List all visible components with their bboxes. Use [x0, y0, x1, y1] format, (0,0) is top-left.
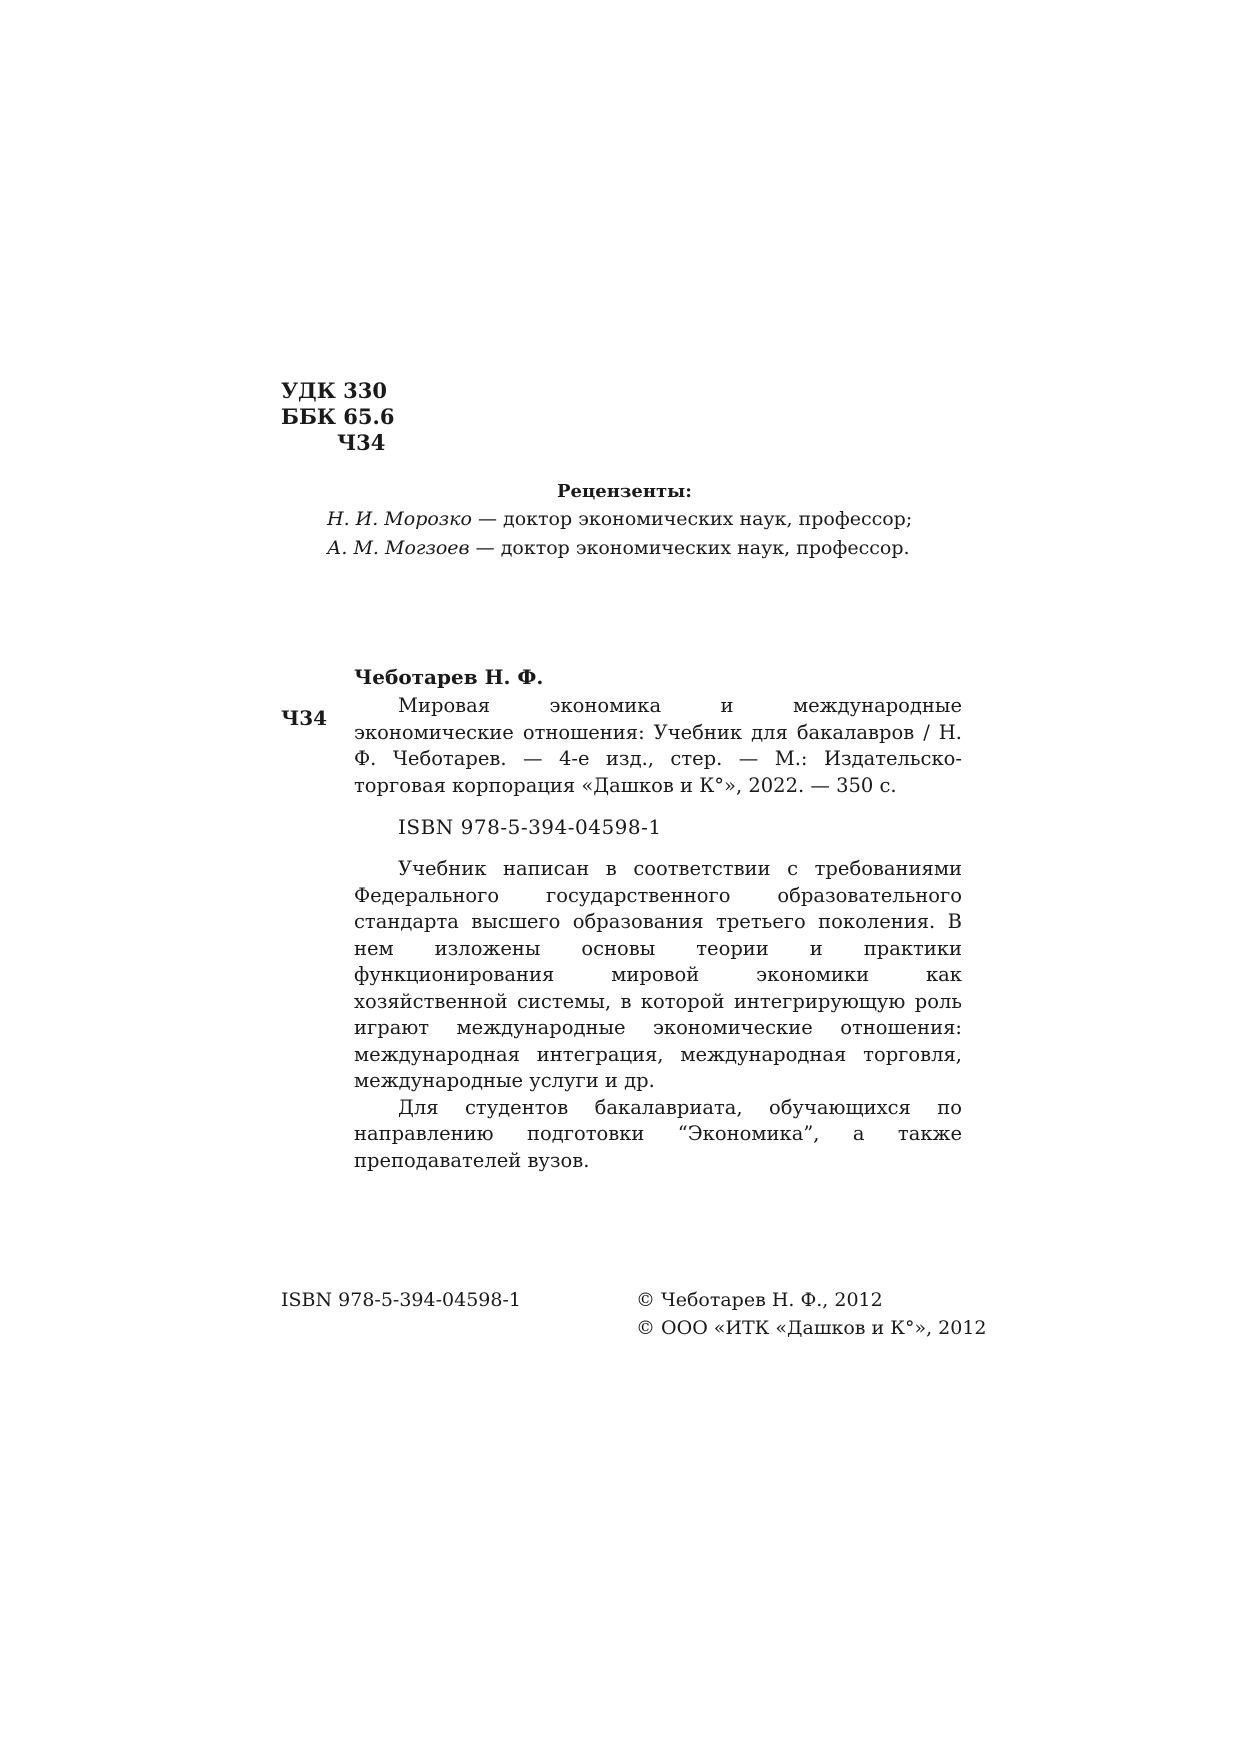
copyright-line: © Чеботарев Н. Ф., 2012: [636, 1289, 883, 1311]
bibliographic-description: [354, 693, 962, 799]
udk-code: УДК 330: [281, 378, 387, 403]
footer-isbn: ISBN 978-5-394-04598-1: [281, 1289, 521, 1311]
annotation-paragraph: Для студентов бакалавриата, обучающихся по направлению подготовки “Экономика”, а также преподавателей вузов.: [354, 1095, 962, 1172]
reviewer-desc: — доктор экономических наук, профессор.: [469, 537, 910, 559]
isbn-entry: ISBN 978-5-394-04598-1: [398, 815, 662, 839]
author-heading: Чеботарев Н. Ф.: [354, 665, 544, 689]
reviewer-desc: — доктор экономических наук, профессор;: [471, 508, 913, 530]
annotation: [354, 856, 962, 1174]
reviewers-title: Рецензенты:: [557, 481, 692, 502]
side-author-mark: Ч34: [281, 706, 328, 730]
reviewer-line: [327, 537, 910, 559]
reviewer-name: А. М. Могзоев: [327, 537, 470, 559]
bbk-code: ББК 65.6: [281, 404, 395, 429]
bibliographic-text: Мировая экономика и международные экономические отношения: Учебник для бакалавров / Н. Ф. Чеботарев. — 4-е изд., стер. — М.: Издательско-торговая корпорация «Дашков и К°», 2022. — 350 с.: [354, 694, 962, 797]
copyright-line: © ООО «ИТК «Дашков и К°», 2012: [636, 1317, 987, 1339]
reviewer-name: Н. И. Морозко: [327, 508, 472, 530]
author-mark: Ч34: [337, 430, 386, 455]
classification-codes: [281, 378, 394, 456]
annotation-paragraph: Учебник написан в соответствии с требованиями Федерального государственного образовательного стандарта высшего образования третьего поколения. В нем изложены основы теории и практики функционирования мировой экономики как хозяйственной системы, в которой интегрирующую роль играют международные экономические отношения: международная интеграция, международная торговля, международные услуги и др.: [354, 857, 962, 1092]
reviewer-line: [327, 508, 912, 530]
